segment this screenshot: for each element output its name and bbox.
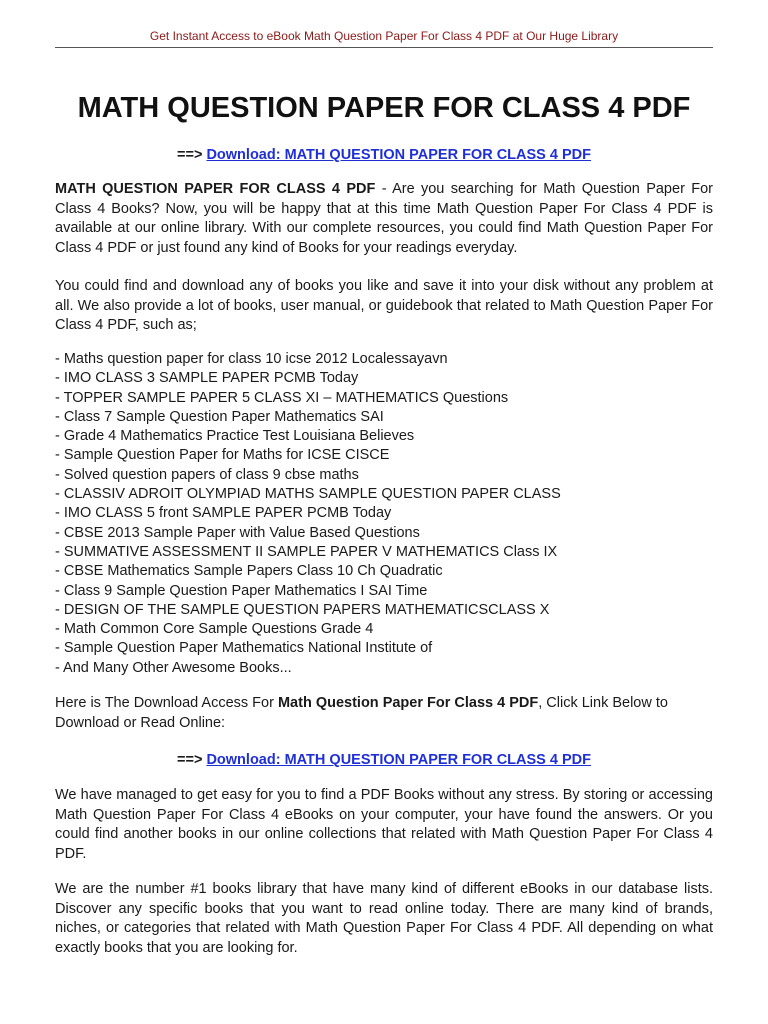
list-item: - Solved question papers of class 9 cbse maths	[55, 466, 359, 483]
access-pre: Here is The Download Access For	[55, 695, 278, 711]
list-item: - Math Common Core Sample Questions Grade 4	[55, 621, 374, 638]
list-item: - Grade 4 Mathematics Practice Test Louisiana Believes	[55, 428, 415, 445]
download-arrow: ==>	[177, 147, 203, 163]
download-line-bottom	[55, 750, 713, 770]
header-divider	[55, 47, 713, 48]
download-link-bottom[interactable]: Download: MATH QUESTION PAPER FOR CLASS 4 PDF	[206, 752, 591, 768]
download-arrow: ==>	[177, 752, 203, 768]
storage-paragraph: We have managed to get easy for you to find a PDF Books without any stress. By storing or accessing Math Question Paper For Class 4 eBooks on your computer, your have found the answers. Or you could find another books in our online collections that related with Math Question Paper For Class 4 PDF.	[55, 787, 713, 862]
document-title: MATH QUESTION PAPER FOR CLASS 4 PDF	[77, 92, 691, 124]
access-post: , Click Link Below to Download or Read Online:	[55, 695, 668, 731]
download-line-top	[55, 145, 713, 165]
intro-paragraph	[55, 180, 713, 258]
list-item: - Class 9 Sample Question Paper Mathematics I SAI Time	[55, 582, 428, 599]
list-item: - TOPPER SAMPLE PAPER 5 CLASS XI – MATHEMATICS Questions	[55, 389, 509, 406]
list-item: - IMO CLASS 3 SAMPLE PAPER PCMB Today	[55, 370, 359, 387]
access-paragraph	[55, 694, 713, 733]
list-item: - Class 7 Sample Question Paper Mathematics SAI	[55, 408, 384, 425]
list-item: - CBSE 2013 Sample Paper with Value Based Questions	[55, 524, 420, 541]
list-item: - SUMMATIVE ASSESSMENT II SAMPLE PAPER V MATHEMATICS Class IX	[55, 543, 558, 560]
list-item: - CBSE Mathematics Sample Papers Class 10 Ch Quadratic	[55, 563, 443, 580]
related-books-paragraph: You could find and download any of books you like and save it into your disk without any problem at all. We also provide a lot of books, user manual, or guidebook that related to Math Question Paper For Class 4 PDF, such as;	[55, 278, 713, 333]
list-item: - And Many Other Awesome Books...	[55, 659, 292, 676]
list-item: - CLASSIV ADROIT OLYMPIAD MATHS SAMPLE QUESTION PAPER CLASS	[55, 486, 561, 503]
header-banner: Get Instant Access to eBook Math Question Paper For Class 4 PDF at Our Huge Library	[149, 29, 619, 43]
intro-text: - Are you searching for Math Question Paper For Class 4 Books? Now, you will be happy that at this time Math Question Paper For Class 4 PDF is available at our online library. With our complete resources, you could find Math Question Paper For Class 4 PDF or just found any kind of Books for your readings everyday.	[55, 181, 713, 256]
access-title: Math Question Paper For Class 4 PDF	[277, 695, 539, 711]
list-item: - IMO CLASS 5 front SAMPLE PAPER PCMB Today	[55, 505, 392, 522]
list-item: - Maths question paper for class 10 icse 2012 Localessayavn	[55, 351, 448, 367]
book-list	[55, 350, 713, 678]
list-item: - Sample Question Paper Mathematics National Institute of	[55, 640, 433, 657]
intro-lead: MATH QUESTION PAPER FOR CLASS 4 PDF	[55, 181, 376, 197]
library-paragraph: We are the number #1 books library that have many kind of different eBooks in our database lists. Discover any specific books that you want to read online today. There are many kind of brands, niches, or categories that related with Math Question Paper For Class 4 PDF. All depending on what exactly books that you are looking for.	[55, 881, 713, 956]
list-item: - DESIGN OF THE SAMPLE QUESTION PAPERS MATHEMATICSCLASS X	[55, 601, 550, 618]
list-item: - Sample Question Paper for Maths for ICSE CISCE	[55, 447, 390, 464]
download-link-top[interactable]: Download: MATH QUESTION PAPER FOR CLASS 4 PDF	[206, 147, 591, 163]
